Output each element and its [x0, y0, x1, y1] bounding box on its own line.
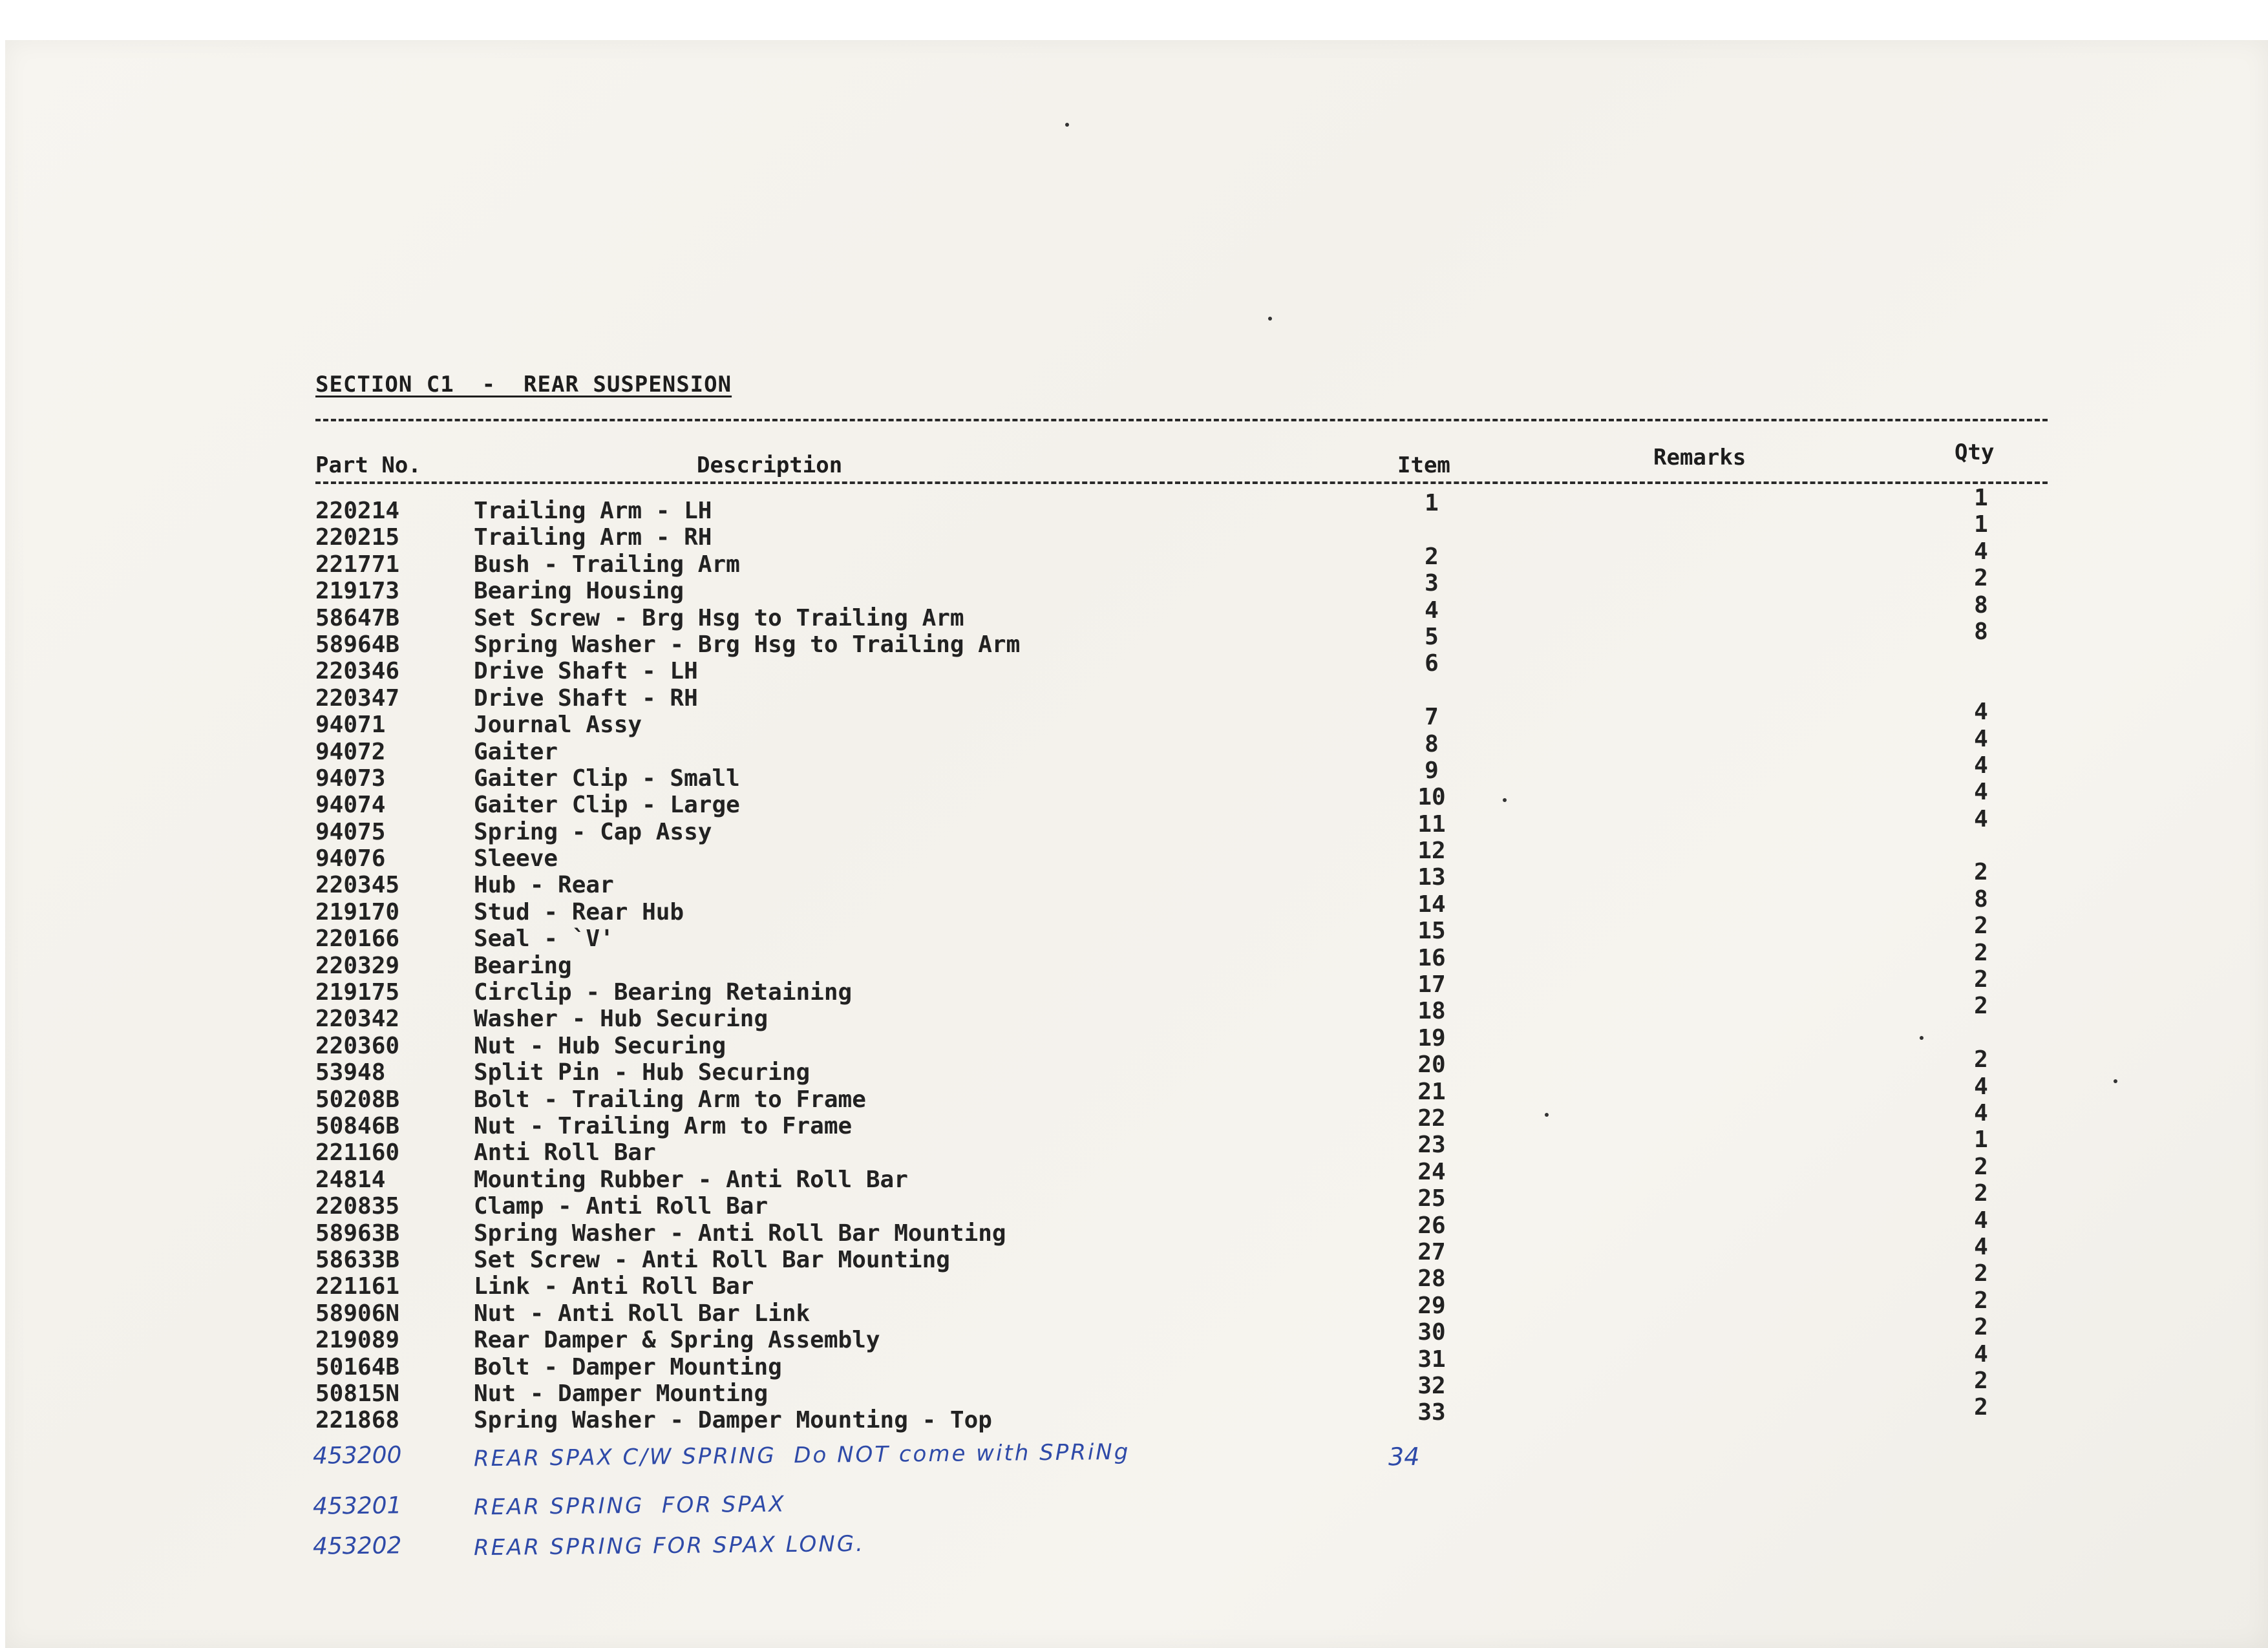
description-cell: Clamp - Anti Roll Bar	[474, 1193, 768, 1220]
paper-speck	[1065, 123, 1069, 127]
qty-cell: 1	[1974, 485, 1988, 511]
qty-cell: 2	[1974, 939, 1988, 966]
item-cell: 25	[1417, 1185, 1446, 1212]
description-cell: Nut - Hub Securing	[474, 1032, 726, 1059]
qty-cell: 2	[1974, 1367, 1988, 1394]
description-cell: Split Pin - Hub Securing	[474, 1059, 811, 1086]
description-cell: Set Screw - Brg Hsg to Trailing Arm	[474, 604, 964, 631]
part-number-cell: 94075	[315, 818, 386, 845]
part-number-cell: 221160	[315, 1139, 400, 1167]
part-number-cell: 221771	[315, 551, 400, 578]
qty-cell: 1	[1974, 511, 1988, 538]
table-row	[0, 966, 2268, 1006]
description-cell: Nut - Anti Roll Bar Link	[474, 1300, 811, 1327]
description-cell: Nut - Damper Mounting	[474, 1380, 768, 1407]
qty-cell: 1	[1974, 1126, 1988, 1154]
description-cell: Bolt - Damper Mounting	[474, 1353, 782, 1380]
part-number-cell: 220835	[315, 1193, 400, 1220]
paper-speck	[1920, 1036, 1924, 1040]
table-row	[0, 1394, 2268, 1434]
paper-speck	[1545, 1113, 1549, 1117]
part-number-cell: 220215	[315, 524, 400, 551]
item-cell: 30	[1417, 1319, 1446, 1346]
qty-cell: 4	[1974, 1207, 1988, 1234]
item-cell: 20	[1417, 1051, 1446, 1079]
qty-cell: 4	[1974, 1233, 1988, 1260]
part-number-cell: 220347	[315, 684, 400, 712]
item-cell: 26	[1417, 1212, 1446, 1239]
description-cell: Hub - Rear	[474, 872, 614, 899]
item-cell: 13	[1417, 864, 1446, 891]
qty-cell: 2	[1974, 1394, 1988, 1421]
item-cell: 14	[1417, 891, 1446, 918]
item-cell: 18	[1417, 998, 1446, 1025]
item-cell: 15	[1417, 918, 1446, 945]
table-row	[0, 779, 2268, 819]
handwritten-description: REAR SPAX C/W SPRING Do NOT come with SPRiNg	[473, 1439, 1130, 1472]
qty-cell: 2	[1974, 1260, 1988, 1287]
part-number-cell: 58963B	[315, 1220, 400, 1247]
item-cell: 8	[1425, 730, 1439, 757]
part-number-cell: 221161	[315, 1273, 400, 1300]
description-cell: Stud - Rear Hub	[474, 898, 684, 925]
table-row	[0, 485, 2268, 524]
table-row	[0, 1126, 2268, 1167]
item-cell: 3	[1425, 570, 1439, 597]
description-cell: Journal Assy	[474, 712, 642, 739]
qty-cell: 2	[1974, 993, 1988, 1020]
table-row	[0, 565, 2268, 605]
item-cell: 33	[1417, 1399, 1446, 1426]
column-header-remarks: Remarks	[1653, 445, 1746, 470]
item-cell: 11	[1417, 810, 1446, 838]
item-cell: 9	[1425, 757, 1439, 784]
qty-cell: 2	[1974, 1287, 1988, 1314]
qty-cell: 4	[1974, 1340, 1988, 1368]
table-row	[0, 618, 2268, 658]
part-number-cell: 58906N	[315, 1300, 400, 1327]
qty-cell: 4	[1974, 805, 1988, 832]
part-number-cell: 94074	[315, 792, 386, 819]
description-cell: Bearing Housing	[474, 578, 684, 605]
qty-cell: 2	[1974, 966, 1988, 993]
qty-cell: 4	[1974, 1099, 1988, 1126]
part-number-cell: 220166	[315, 925, 400, 953]
part-number-cell: 24814	[315, 1166, 386, 1193]
description-cell: Trailing Arm - RH	[474, 524, 712, 551]
item-cell: 4	[1425, 597, 1439, 624]
top-divider	[315, 419, 2048, 421]
qty-cell: 2	[1974, 565, 1988, 592]
description-cell: Bearing	[474, 952, 572, 979]
part-number-cell: 50208B	[315, 1086, 400, 1113]
item-cell: 23	[1417, 1132, 1446, 1159]
item-cell: 10	[1417, 784, 1446, 811]
description-cell: Spring - Cap Assy	[474, 818, 712, 845]
parts-table	[0, 485, 2268, 1434]
part-number-cell: 94071	[315, 712, 386, 739]
description-cell: Nut - Trailing Arm to Frame	[474, 1112, 853, 1139]
qty-cell: 2	[1974, 1180, 1988, 1207]
description-cell: Bolt - Trailing Arm to Frame	[474, 1086, 866, 1113]
qty-cell: 4	[1974, 1073, 1988, 1100]
qty-cell: 4	[1974, 779, 1988, 806]
item-cell: 31	[1417, 1346, 1446, 1373]
description-cell: Set Screw - Anti Roll Bar Mounting	[474, 1246, 950, 1273]
table-row	[0, 1024, 2268, 1059]
table-row	[0, 1287, 2268, 1327]
part-number-cell: 50815N	[315, 1380, 400, 1407]
table-row	[0, 1180, 2268, 1220]
qty-cell: 2	[1974, 1153, 1988, 1180]
description-cell: Spring Washer - Anti Roll Bar Mounting	[474, 1220, 1006, 1247]
item-cell: 32	[1417, 1372, 1446, 1399]
part-number-cell: 220329	[315, 952, 400, 979]
description-cell: Gaiter Clip - Small	[474, 765, 740, 792]
column-header-description: Description	[697, 452, 843, 478]
table-row	[0, 913, 2268, 953]
table-row	[0, 1367, 2268, 1407]
qty-cell: 8	[1974, 591, 1988, 618]
item-cell: 12	[1417, 838, 1446, 865]
description-cell: Spring Washer - Damper Mounting - Top	[474, 1407, 992, 1434]
item-cell: 24	[1417, 1158, 1446, 1185]
item-cell: 16	[1417, 944, 1446, 971]
description-cell: Gaiter Clip - Large	[474, 792, 740, 819]
part-number-cell: 220342	[315, 1006, 400, 1033]
table-row	[0, 1046, 2268, 1086]
item-cell: 27	[1417, 1238, 1446, 1265]
item-cell: 5	[1425, 623, 1439, 650]
description-cell: Sleeve	[474, 845, 558, 872]
part-number-cell: 220346	[315, 658, 400, 685]
handwritten-part-number: 453200	[312, 1442, 402, 1470]
table-row	[0, 752, 2268, 792]
part-number-cell: 220214	[315, 498, 400, 524]
column-header-qty: Qty	[1955, 439, 1995, 465]
item-cell: 21	[1417, 1078, 1446, 1105]
part-number-cell: 50164B	[315, 1353, 400, 1380]
description-cell: Drive Shaft - LH	[474, 658, 698, 685]
table-row	[0, 1260, 2268, 1300]
description-cell: Spring Washer - Brg Hsg to Trailing Arm	[474, 631, 1021, 658]
section-title: SECTION C1 - REAR SUSPENSION	[315, 372, 732, 397]
paper-speck	[1503, 798, 1507, 802]
part-number-cell: 220345	[315, 872, 400, 899]
part-number-cell: 58647B	[315, 604, 400, 631]
table-row	[0, 699, 2268, 739]
table-row	[0, 859, 2268, 899]
item-cell: 22	[1417, 1104, 1446, 1132]
part-number-cell: 53948	[315, 1059, 386, 1086]
part-number-cell: 219170	[315, 898, 400, 925]
part-number-cell: 94076	[315, 845, 386, 872]
paper-speck	[2114, 1079, 2117, 1083]
table-row	[0, 538, 2268, 578]
qty-cell: 4	[1974, 725, 1988, 752]
description-cell: Rear Damper & Spring Assembly	[474, 1327, 880, 1354]
item-cell: 1	[1425, 490, 1439, 516]
description-cell: Trailing Arm - LH	[474, 498, 712, 524]
item-cell: 2	[1425, 543, 1439, 570]
column-header-item: Item	[1397, 452, 1450, 478]
table-row	[0, 993, 2268, 1033]
handwritten-description: REAR SPRING FOR SPAX	[473, 1491, 786, 1521]
header-divider	[315, 481, 2048, 484]
part-number-cell: 58633B	[315, 1246, 400, 1273]
description-cell: Seal - `V'	[474, 925, 614, 953]
description-cell: Circlip - Bearing Retaining	[474, 979, 853, 1006]
item-cell: 29	[1417, 1292, 1446, 1319]
part-number-cell: 94073	[315, 765, 386, 792]
part-number-cell: 94072	[315, 738, 386, 765]
part-number-cell: 219173	[315, 578, 400, 605]
item-cell: 28	[1417, 1265, 1446, 1293]
table-row	[0, 650, 2268, 685]
handwritten-item: 34	[1388, 1442, 1420, 1472]
description-cell: Washer - Hub Securing	[474, 1006, 768, 1033]
description-cell: Mounting Rubber - Anti Roll Bar	[474, 1166, 908, 1193]
table-row	[0, 1207, 2268, 1247]
item-cell: 17	[1417, 971, 1446, 998]
description-cell: Drive Shaft - RH	[474, 684, 698, 712]
description-cell: Anti Roll Bar	[474, 1139, 656, 1167]
item-cell: 6	[1425, 650, 1439, 677]
qty-cell: 2	[1974, 913, 1988, 940]
handwritten-description: REAR SPRING FOR SPAX LONG.	[473, 1530, 865, 1561]
part-number-cell: 219175	[315, 979, 400, 1006]
item-cell: 19	[1417, 1024, 1446, 1051]
qty-cell: 8	[1974, 618, 1988, 645]
part-number-cell: 58964B	[315, 631, 400, 658]
qty-cell: 2	[1974, 1046, 1988, 1073]
qty-cell: 2	[1974, 1314, 1988, 1341]
paper-speck	[1268, 317, 1272, 321]
qty-cell: 4	[1974, 538, 1988, 565]
qty-cell: 2	[1974, 859, 1988, 886]
table-row	[0, 1073, 2268, 1113]
description-cell: Bush - Trailing Arm	[474, 551, 740, 578]
part-number-cell: 221868	[315, 1407, 400, 1434]
handwritten-part-number: 453201	[312, 1492, 402, 1520]
description-cell: Link - Anti Roll Bar	[474, 1273, 754, 1300]
part-number-cell: 220360	[315, 1032, 400, 1059]
part-number-cell: 50846B	[315, 1112, 400, 1139]
description-cell: Gaiter	[474, 738, 558, 765]
qty-cell: 4	[1974, 752, 1988, 779]
qty-cell: 4	[1974, 699, 1988, 726]
handwritten-part-number: 453202	[312, 1532, 402, 1560]
table-row	[0, 838, 2268, 872]
table-row	[0, 685, 2268, 712]
item-cell: 7	[1425, 704, 1439, 731]
table-row	[0, 1314, 2268, 1354]
part-number-cell: 219089	[315, 1327, 400, 1354]
qty-cell: 8	[1974, 885, 1988, 913]
column-header-part-no: Part No.	[315, 452, 421, 478]
